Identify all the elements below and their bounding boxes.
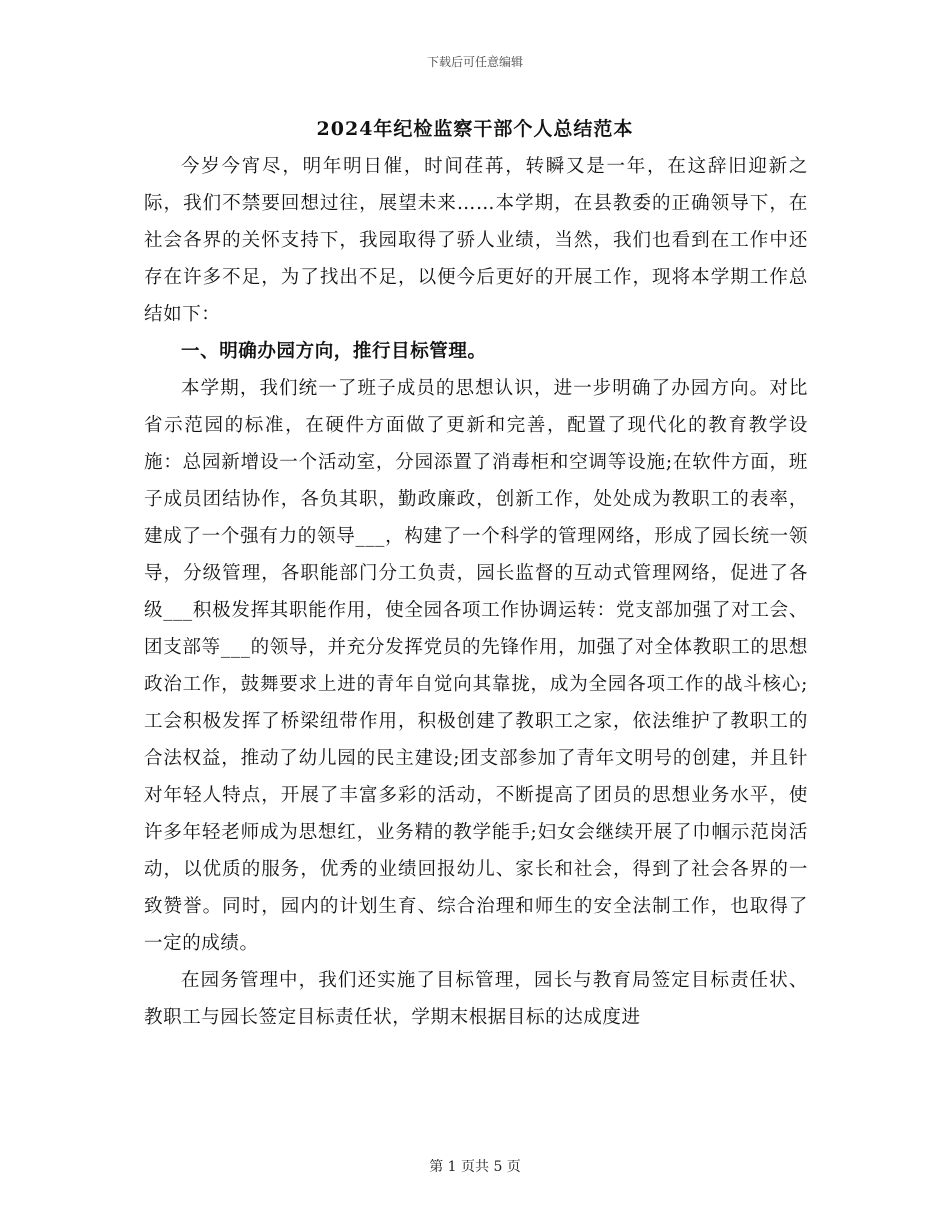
body-paragraph: 本学期，我们统一了班子成员的思想认识，进一步明确了办园方向。对比省示范园的标准，在硬件方面做了更新和完善，配置了现代化的教育教学设施：总园新增设一个活动室，分园添置了消毒柜和空调等设施;在软件方面，班子成员团结协作，各负其职，勤政廉政，创新工作，处处成为教职工的表率，建成了一个强有力的领导___，构建了一个科学的管理网络，形成了园长统一领导，分级管理，各职能部门分工负责，园长监督的互动式管理网络，促进了各级___积极发挥其职能作用，使全园各项工作协调运转：党支部加强了对工会、团支部等___的领导，并充分发挥党员的先锋作用，加强了对全体教职工的思想政治工作，鼓舞要求上进的青年自觉向其靠拢，成为全园各项工作的战斗核心;工会积极发挥了桥梁纽带作用，积极创建了教职工之家，依法维护了教职工的合法权益，推动了幼儿园的民主建设;团支部参加了青年文明号的创建，并且针对年轻人特点，开展了丰富多彩的活动，不断提高了团员的思想业务水平，使许多年轻老师成为思想红，业务精的教学能手;妇女会继续开展了巾帼示范岗活动，以优质的服务，优秀的业绩回报幼儿、家长和社会，得到了社会各界的一致赞誉。同时，园内的计划生育、综合治理和师生的安全法制工作，也取得了一定的成绩。 — [144, 378, 808, 954]
body-paragraph: 在园务管理中，我们还实施了目标管理，园长与教育局签定目标责任状、教职工与园长签定目标责任状，学期末根据目标的达成度进 — [144, 970, 808, 1028]
page-number: 第 1 页共 5 页 — [429, 1159, 521, 1175]
intro-paragraph: 今岁今宵尽，明年明日催，时间荏苒，转瞬又是一年，在这辞旧迎新之际，我们不禁要回想过往，展望未来……本学期，在县教委的正确领导下，在社会各界的关怀支持下，我园取得了骄人业绩，当然，我们也看到在工作中还存在许多不足，为了找出不足，以便今后更好的开展工作，现将本学期工作总结如下： — [144, 156, 808, 325]
document-title: 2024年纪检监察干部个人总结范本 — [316, 118, 634, 140]
page-header-note: 下载后可任意编辑 — [426, 55, 523, 69]
section-heading: 一、明确办园方向，推行目标管理。 — [181, 341, 487, 362]
document-body — [144, 148, 808, 1036]
